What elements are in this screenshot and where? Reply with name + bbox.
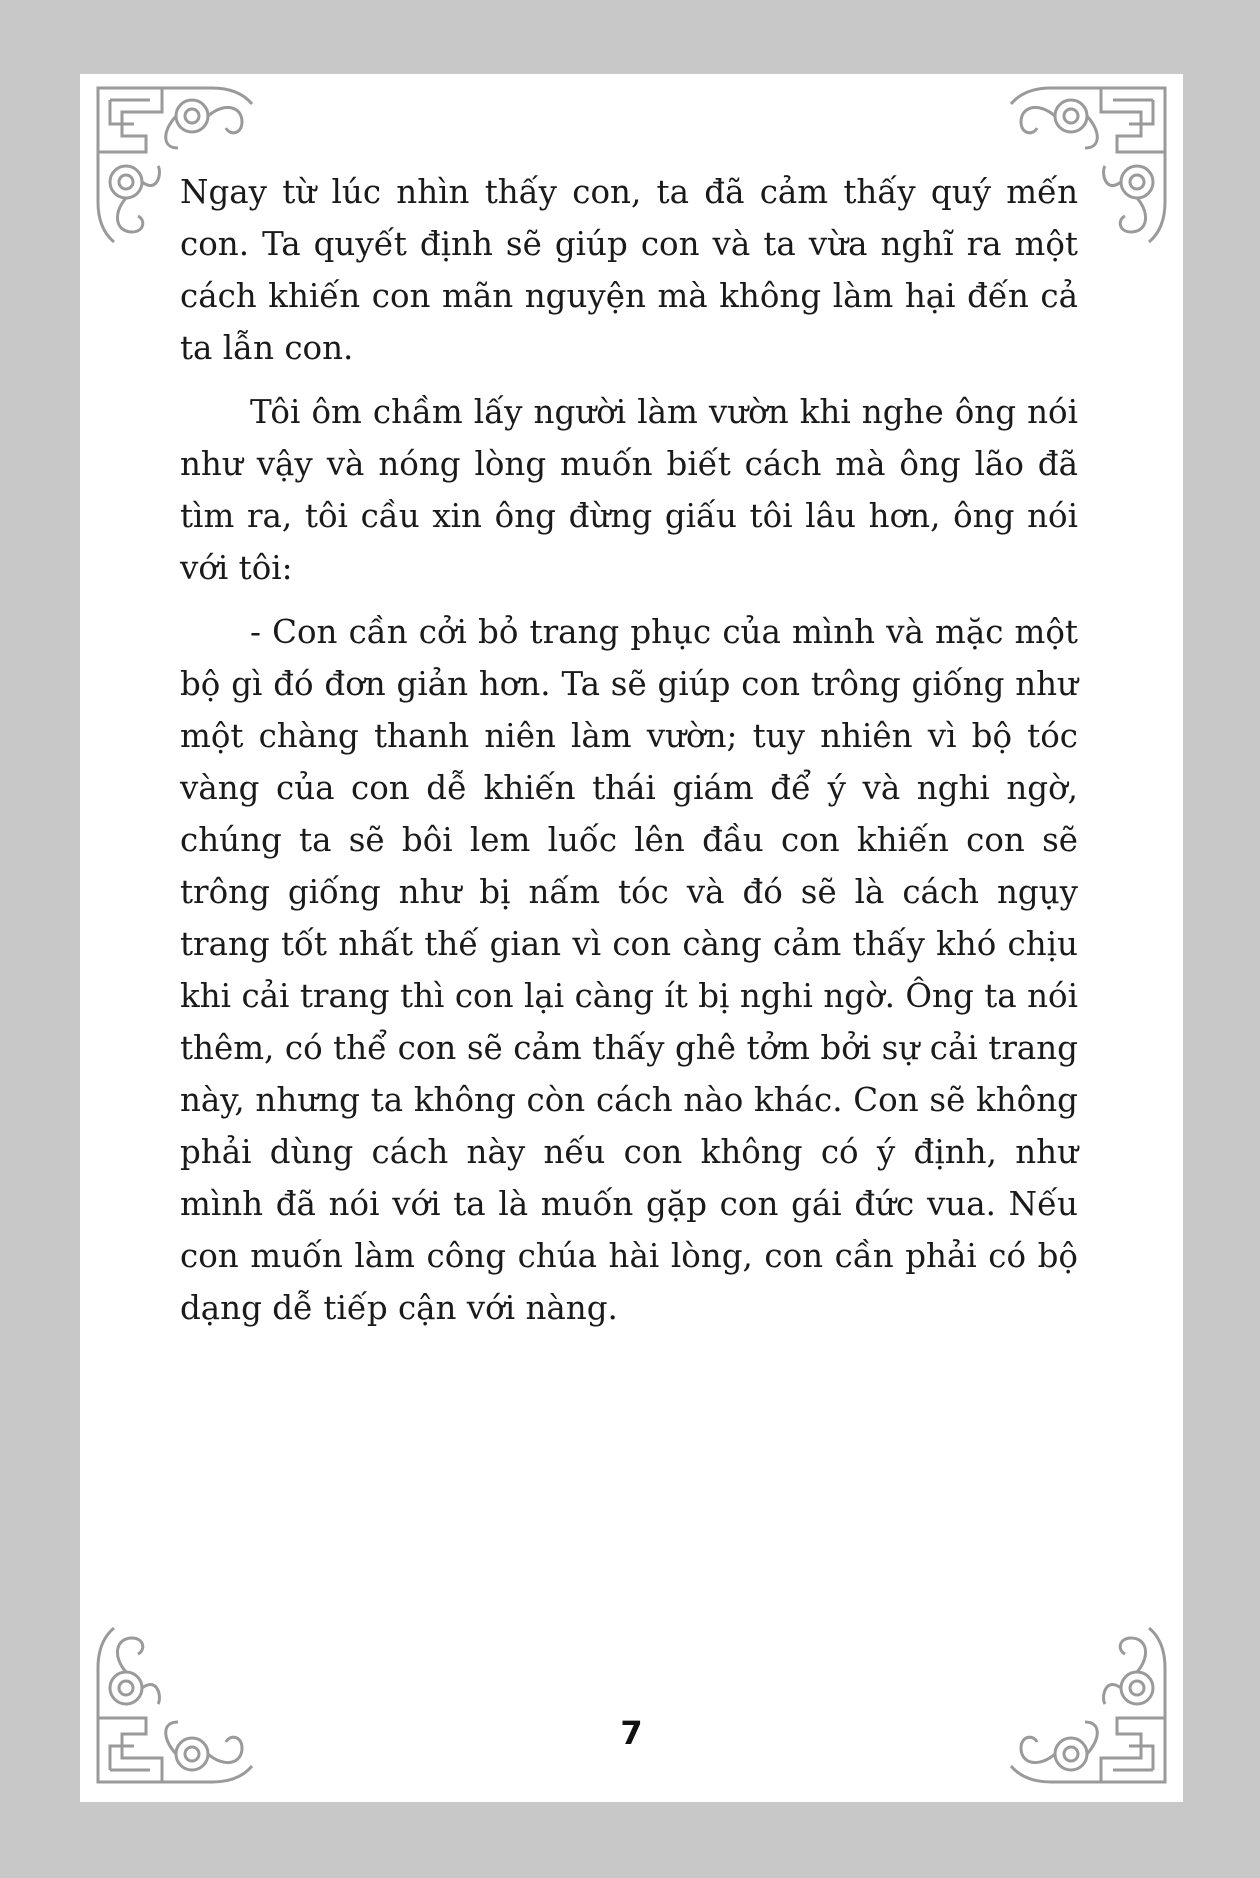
page-number: 7: [620, 1714, 643, 1752]
corner-ornament-bottom-left: [92, 1608, 272, 1788]
corner-ornament-bottom-right: [991, 1608, 1171, 1788]
paragraph-2: Tôi ôm chầm lấy người làm vườn khi nghe ông nói như vậy và nóng lòng muốn biết cách mà ông lão đã tìm ra, tôi cầu xin ông đừng giấu tôi lâu hơn, ông nói với tôi:: [180, 393, 1078, 587]
book-page: [80, 74, 1183, 1802]
paragraph-3: - Con cần cởi bỏ trang phục của mình và mặc một bộ gì đó đơn giản hơn. Ta sẽ giúp con trông giống như một chàng thanh niên làm vườn; tuy nhiên vì bộ tóc vàng của con dễ khiến thái giám để ý và nghi ngờ, chúng ta sẽ bôi lem luốc lên đầu con khiến con sẽ trông giống như bị nấm tóc và đó sẽ là cách ngụy trang tốt nhất thế gian vì con càng cảm thấy khó chịu khi cải trang thì con lại càng ít bị nghi ngờ. Ông ta nói thêm, có thể con sẽ cảm thấy ghê tởm bởi sự cải trang này, nhưng ta không còn cách nào khác. Con sẽ không phải dùng cách này nếu con không có ý định, như mình đã nói với ta là muốn gặp con gái đức vua. Nếu con muốn làm công chúa hài lòng, con cần phải có bộ dạng dễ tiếp cận với nàng.: [180, 613, 1078, 1327]
paragraph-1: Ngay từ lúc nhìn thấy con, ta đã cảm thấy quý mến con. Ta quyết định sẽ giúp con và ta vừa nghĩ ra một cách khiến con mãn nguyện mà không làm hại đến cả ta lẫn con.: [180, 173, 1078, 367]
body-text: [180, 166, 1078, 1346]
